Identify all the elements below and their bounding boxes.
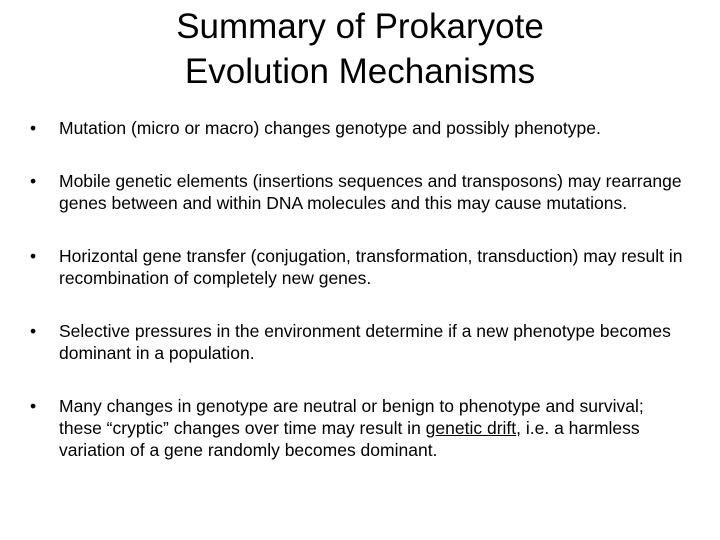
bullet-text-after: , i.e. a harmless variation of a gene randomly becomes dominant. xyxy=(59,418,640,460)
bullet-item-mutation xyxy=(30,117,690,139)
bullet-point-icon: • xyxy=(30,396,37,416)
bullet-item-mobile-genetic-elements xyxy=(30,170,690,214)
slide-title xyxy=(60,4,660,94)
bullet-text: Mobile genetic elements (insertions sequences and transposons) may rearrange genes between and within DNA molecules and this may cause mutations. xyxy=(59,171,682,213)
slide-title-line-1: Summary of Prokaryote xyxy=(176,7,544,46)
bullet-text: Selective pressures in the environment determine if a new phenotype becomes dominant in a population. xyxy=(59,321,671,363)
bullet-text-before: Many changes in genotype are neutral or benign to phenotype and survival; these “cryptic” changes over time may result in xyxy=(59,396,644,438)
bullet-item-horizontal-gene-transfer xyxy=(30,245,690,289)
bullet-list xyxy=(30,117,690,492)
bullet-text xyxy=(59,396,644,460)
bullet-point-icon: • xyxy=(30,118,37,138)
bullet-text: Horizontal gene transfer (conjugation, transformation, transduction) may result in recombination of completely new genes. xyxy=(59,246,683,288)
bullet-point-icon: • xyxy=(30,321,37,341)
slide-title-line-2: Evolution Mechanisms xyxy=(184,52,536,91)
bullet-point-icon: • xyxy=(30,246,37,266)
bullet-point-icon: • xyxy=(30,171,37,191)
bullet-text: Mutation (micro or macro) changes genotype and possibly phenotype. xyxy=(59,118,601,138)
genetic-drift-term: genetic drift xyxy=(425,418,517,438)
bullet-item-selective-pressures xyxy=(30,320,690,364)
bullet-item-genetic-drift xyxy=(30,395,690,461)
